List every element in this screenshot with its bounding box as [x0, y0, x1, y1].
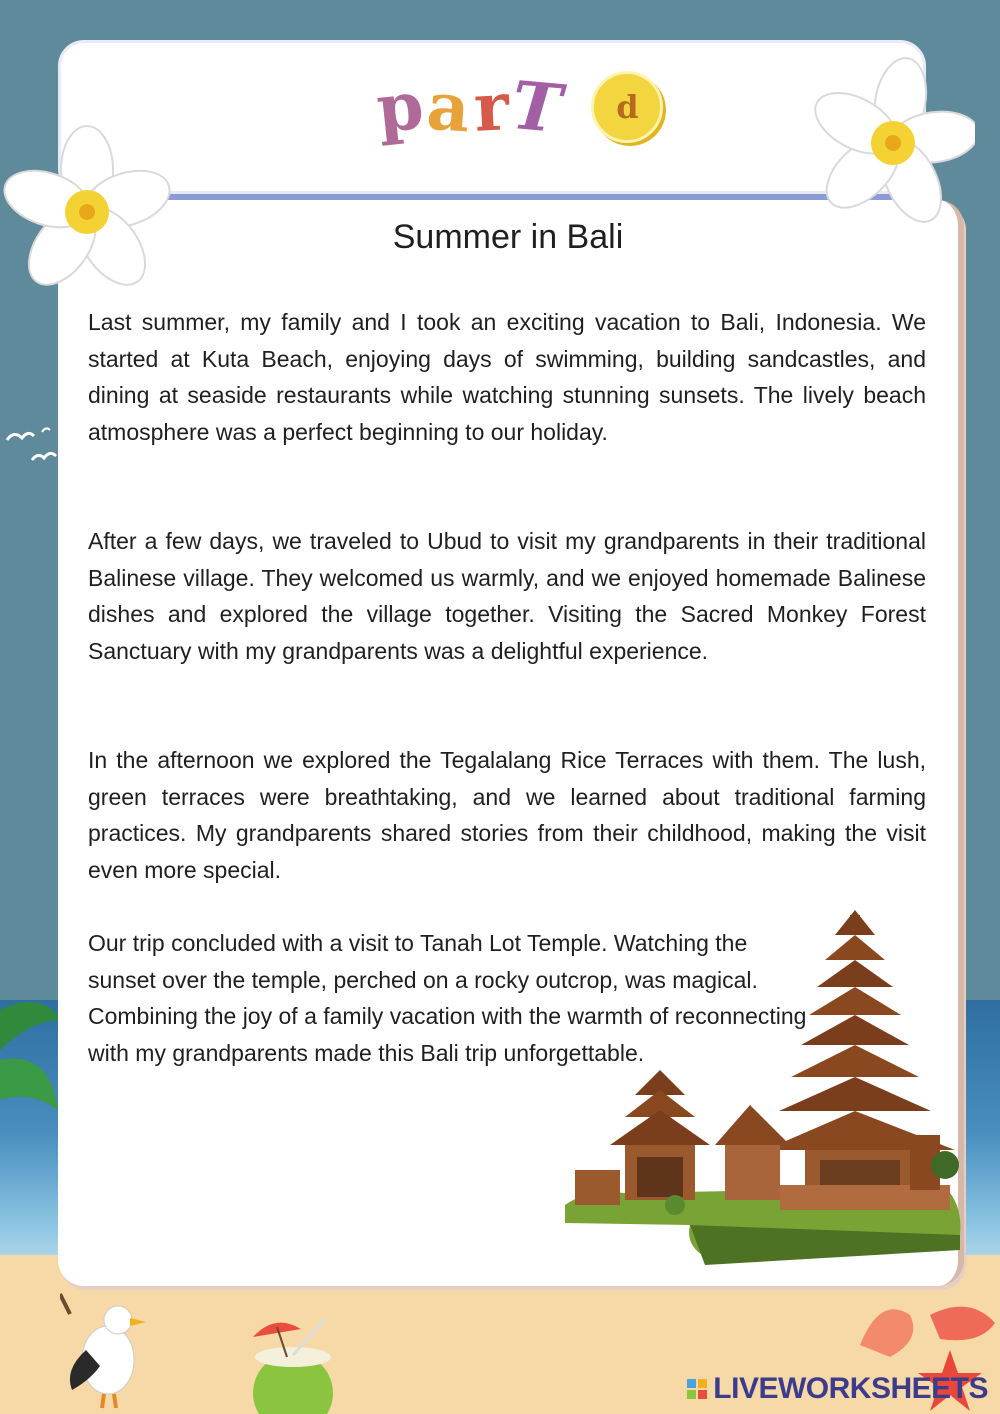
part-letter-1: p	[372, 65, 427, 149]
part-heading	[370, 62, 670, 152]
brand-name: LIVEWORKSHEETS	[713, 1372, 988, 1405]
birds-icon	[2, 420, 62, 470]
part-letter-2: a	[424, 66, 473, 148]
story-paragraph-1: Last summer, my family and I took an exciting vacation to Bali, Indonesia. We started at Kuta Beach, enjoying days of swimming, building sandcastles, and dining at seaside restaurants while watching stunning sunsets. The lively beach atmosphere was a perfect beginning to our holiday.	[88, 309, 926, 445]
frangipani-flower-icon	[0, 125, 175, 300]
brand-mark-icon	[687, 1379, 707, 1399]
frangipani-flower-icon	[805, 48, 975, 223]
story-paragraph-3: In the afternoon we explored the Tegalalang Rice Terraces with them. The lush, green terraces were breathtaking, and we learned about traditional farming practices. My grandparents shared stories from their childhood, making the visit even more special.	[88, 747, 926, 883]
part-letter-3: r	[471, 67, 511, 147]
story-paragraph-4: Our trip concluded with a visit to Tanah Lot Temple. Watching the sunset over the temple, perched on a rocky outcrop, was magical. Combining the joy of a family vacation with the warmth of reconnecting with my grandparents made this Bali trip unforgettable.	[88, 930, 807, 1066]
temple-icon	[565, 905, 965, 1275]
seagull-icon	[60, 1290, 150, 1410]
brand-logo	[687, 1372, 988, 1406]
part-letter-4: T	[508, 66, 565, 148]
story-title: Summer in Bali	[392, 218, 624, 256]
coconut-drink-icon	[245, 1315, 340, 1414]
story-paragraph-2: After a few days, we traveled to Ubud to visit my grandparents in their traditional Balinese village. They welcomed us warmly, and we enjoyed homemade Balinese dishes and explored the village together. Visiting the Sacred Monkey Forest Sanctuary with my grandparents was a delightful experience.	[88, 528, 926, 664]
part-badge: d	[591, 71, 663, 143]
